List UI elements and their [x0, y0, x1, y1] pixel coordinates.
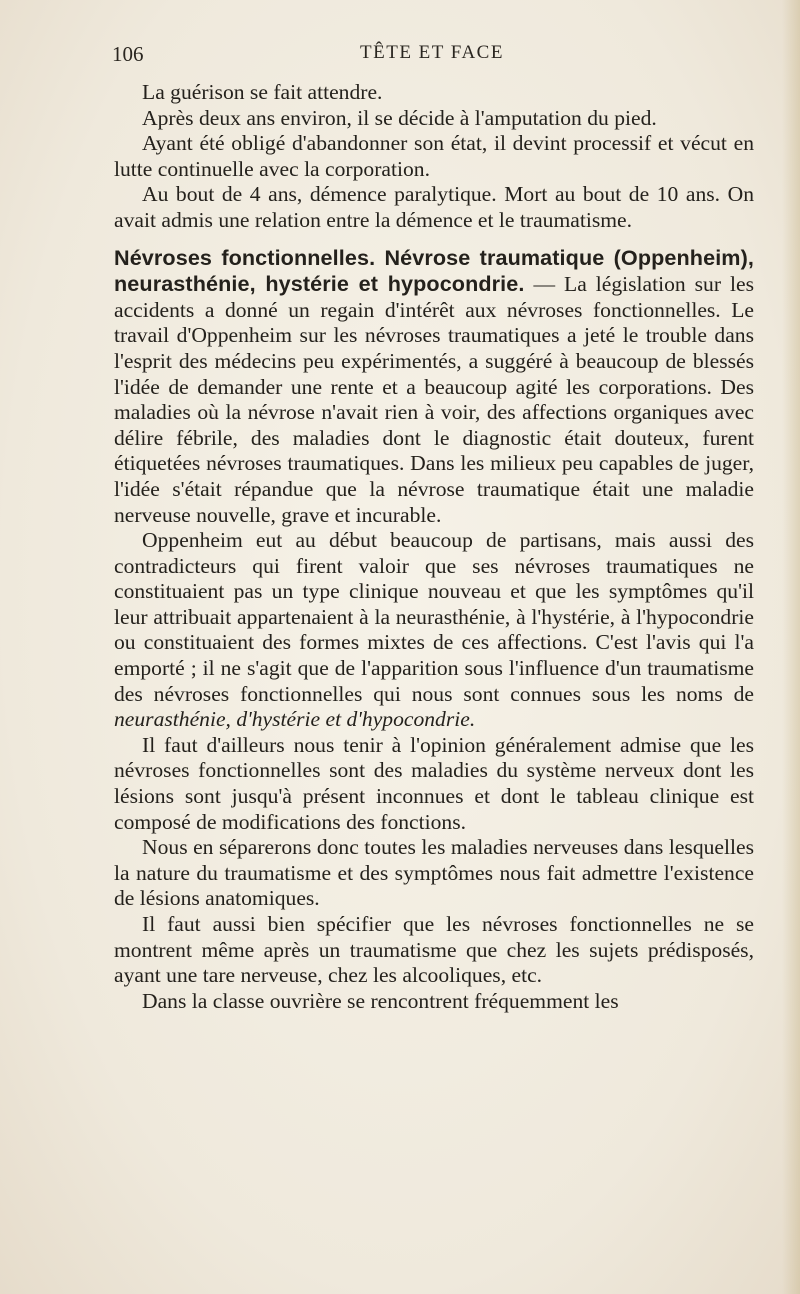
section-paragraph: [114, 245, 754, 529]
section-heading: Névroses fonctionnelles. Névrose traumatique (Oppenheim), neurasthénie, hystérie et hypocondrie.: [114, 244, 754, 297]
paragraph: Il faut d'ailleurs nous tenir à l'opinion généralement admise que les névroses fonctionnelles sont des maladies du système nerveux dont les lésions sont jusqu'à présent inconnues et dont le tableau clinique est composé de modifications des fonctions.: [114, 732, 754, 834]
paragraph: Dans la classe ouvrière se rencontrent fréquemment les: [142, 988, 619, 1013]
paragraph: Après deux ans environ, il se décide à l'amputation du pied.: [142, 105, 657, 130]
paragraph-text: Oppenheim eut au début beaucoup de partisans, mais aussi des contradicteurs qui firent valoir que ses névroses traumatiques ne constituaient pas un type clinique nouveau et que les symptômes qu'il leur attribuait appartenaient à la neurasthénie, à l'hystérie, à l'hypocondrie ou constituaient des formes mixtes de ces affections. C'est l'avis qui l'a emporté ; il ne s'agit que de l'apparition sous l'influence d'un traumatisme des névroses fonctionnelles qui nous sont connues sous les noms de: [114, 528, 754, 706]
page-edge-shadow: [782, 0, 800, 1294]
running-title: TÊTE ET FACE: [360, 42, 504, 63]
paragraph: Au bout de 4 ans, démence paralytique. Mort au bout de 10 ans. On avait admis une relation entre la démence et le traumatisme.: [114, 182, 754, 232]
page-number: 106: [112, 42, 144, 66]
paragraph: La guérison se fait attendre.: [142, 80, 383, 104]
paragraph: Nous en séparerons donc toutes les maladies nerveuses dans lesquelles la nature du traumatisme et des symptômes nous fait admettre l'existence de lésions anatomiques.: [114, 835, 754, 911]
italic-terms: neurasthénie, d'hystérie et d'hypocondrie.: [114, 707, 476, 732]
running-header: [112, 42, 752, 70]
paragraph: Il faut aussi bien spécifier que les névroses fonctionnelles ne se montrent même après un traumatisme que chez les sujets prédisposés, ayant une tare nerveuse, chez les alcooliques, etc.: [114, 912, 754, 988]
paragraph: [114, 528, 754, 733]
section-body: — La législation sur les accidents a donné un regain d'intérêt aux névroses fonctionnelles. Le travail d'Oppenheim sur les névroses traumatiques a jeté le trouble dans l'esprit des médecins peu expérimentés, a suggéré à beaucoup de blessés l'idée de demander une rente et a beaucoup agité les corporations. Des maladies où la névrose n'avait rien à voir, des affections organiques avec délire fébrile, des maladies dont le diagnostic était douteux, furent étiquetées névroses traumatiques. Dans les milieux peu capables de juger, l'idée s'était répandue que la névrose traumatique était une maladie nerveuse nouvelle, grave et incurable.: [114, 272, 754, 527]
body-text: [114, 80, 754, 1014]
paragraph: Ayant été obligé d'abandonner son état, il devint processif et vécut en lutte continuelle avec la corporation.: [114, 131, 754, 181]
